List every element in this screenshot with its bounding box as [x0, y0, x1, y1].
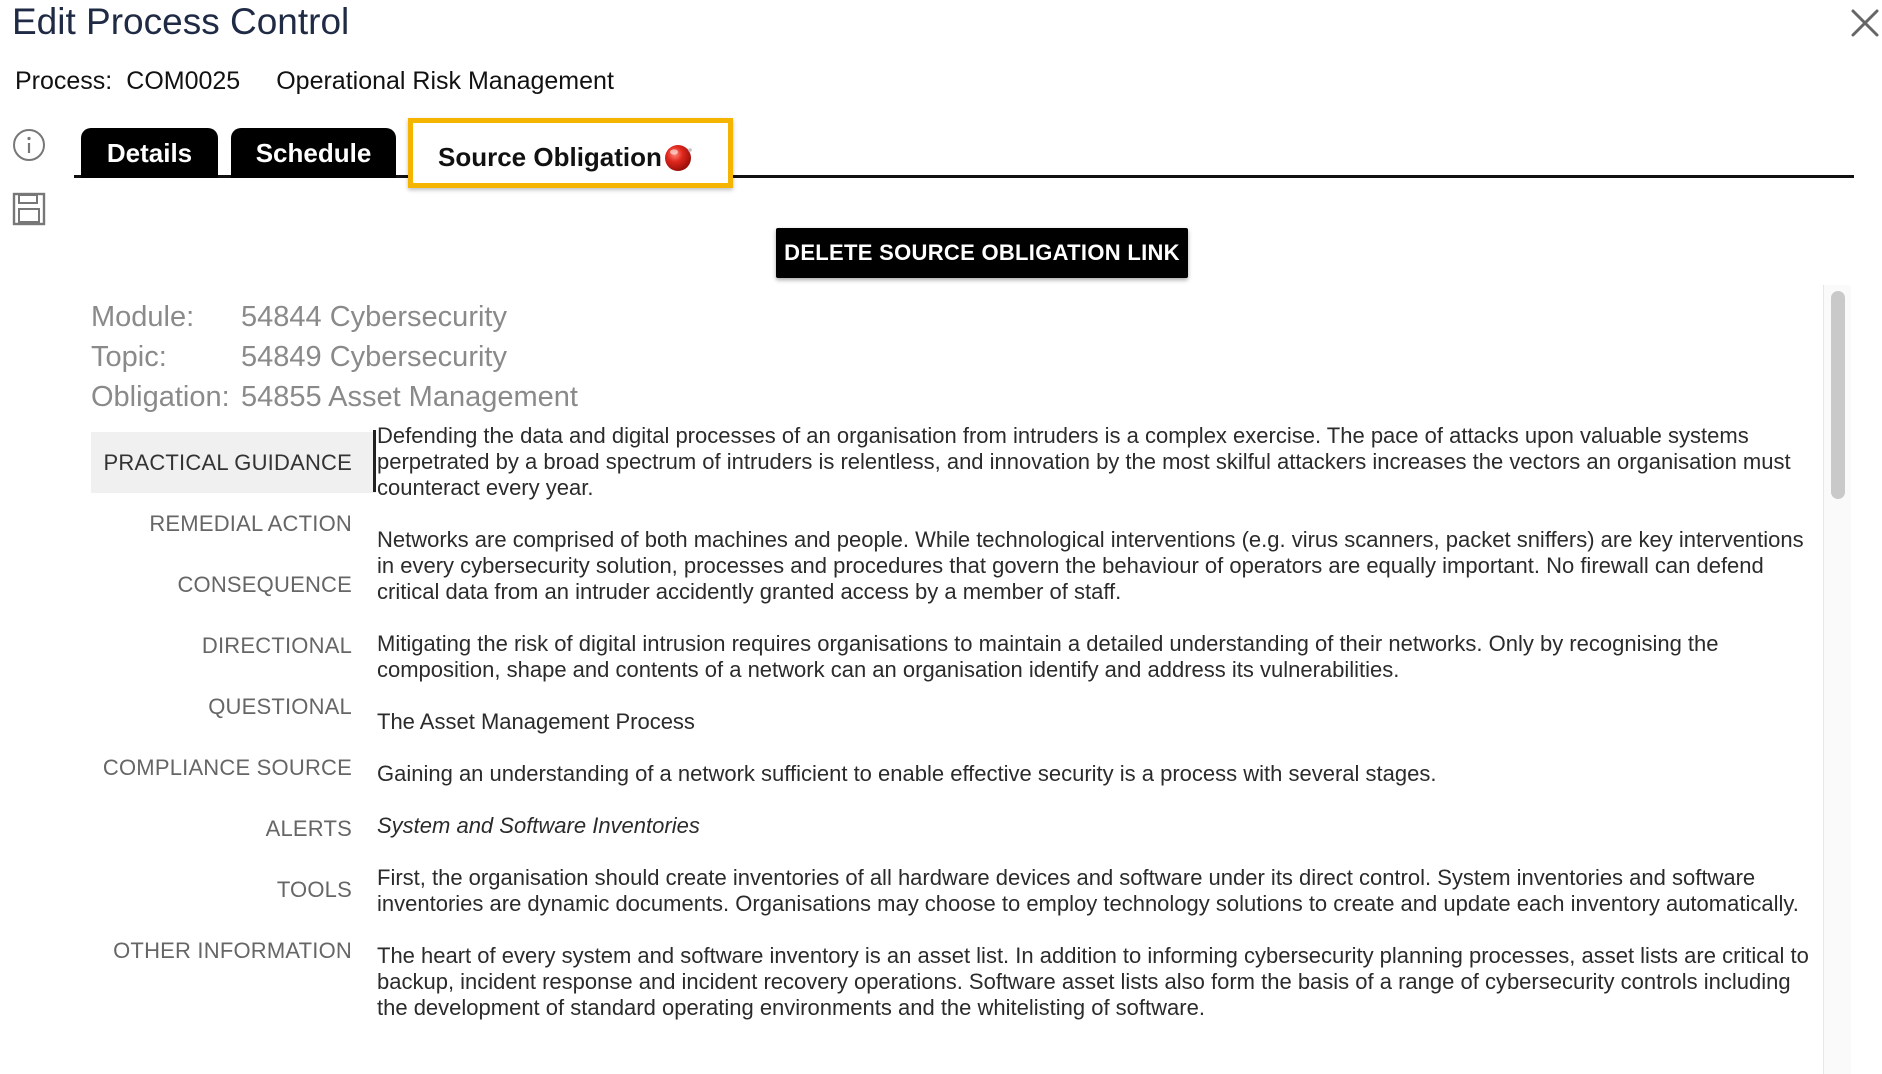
nav-item-directional[interactable]: DIRECTIONAL — [201, 633, 352, 658]
process-label: Process: — [15, 67, 113, 95]
content-paragraph: Networks are comprised of both machines and people. While technological interventions (e.g. virus scanners, packet sniffers) are key interventions in every cybersecurity solution, processes and procedures that govern the behaviour of operators are equally important. No firewall can defend critical data from an intruder accidently granted access by a member of staff. — [377, 527, 1804, 604]
content-scrollbar[interactable] — [1823, 285, 1851, 1074]
tab-source-obligation[interactable] — [408, 118, 733, 188]
dialog-title: Edit Process Control — [12, 1, 350, 42]
obligation-meta — [91, 297, 578, 417]
save-icon[interactable] — [12, 192, 46, 226]
content-paragraph: Defending the data and digital processes of an organisation from intruders is a complex exercise. The pace of attacks upon valuable systems perpetrated by a broad spectrum of intruders is relentless, and innovation by the most skilful attackers increases the vectors an organisation must counteract every year. — [377, 423, 1791, 500]
section-nav — [91, 432, 376, 981]
close-icon[interactable] — [1848, 6, 1882, 40]
module-label: Module: — [91, 301, 195, 333]
content-subheading: System and Software Inventories — [377, 813, 700, 838]
topic-row — [91, 337, 578, 377]
process-code: COM0025 — [126, 67, 241, 95]
delete-source-obligation-link-button[interactable]: DELETE SOURCE OBLIGATION LINK — [776, 228, 1188, 278]
nav-item-consequence[interactable]: CONSEQUENCE — [177, 572, 352, 597]
topic-label: Topic: — [91, 341, 167, 373]
nav-item-tools[interactable]: TOOLS — [276, 877, 352, 902]
alert-dot-icon — [663, 141, 695, 173]
nav-active-indicator — [373, 430, 376, 492]
tab-schedule[interactable] — [231, 128, 396, 178]
module-value: 54844 Cybersecurity — [241, 301, 507, 333]
tab-schedule-label: Schedule — [255, 137, 372, 168]
tab-details[interactable] — [81, 128, 218, 178]
obligation-value: 54855 Asset Management — [241, 381, 578, 413]
topic-value: 54849 Cybersecurity — [241, 341, 507, 373]
module-row — [91, 297, 578, 337]
guidance-content — [377, 423, 1812, 1074]
obligation-row — [91, 377, 578, 417]
nav-item-practical-guidance[interactable]: PRACTICAL GUIDANCE — [91, 432, 376, 493]
content-paragraph: Gaining an understanding of a network sufficient to enable effective security is a process with several stages. — [377, 761, 1437, 786]
info-icon[interactable] — [12, 128, 46, 162]
content-paragraph: Mitigating the risk of digital intrusion requires organisations to maintain a detailed understanding of their networks. Only by recognising the composition, shape and contents of a network can an organisation identify and address its vulnerabilities. — [377, 631, 1719, 682]
content-paragraph: First, the organisation should create inventories of all hardware devices and software under its direct control. System inventories and software inventories are dynamic documents. Organisations may choose to employ technology solutions to create and update each inventory automatically. — [377, 865, 1799, 916]
nav-item-other-information[interactable]: OTHER INFORMATION — [113, 938, 352, 963]
content-paragraph: The heart of every system and software inventory is an asset list. In addition to informing cybersecurity planning processes, asset lists are critical to backup, incident response and incident recovery operations. Software asset lists also form the basis of a range of cybersecurity controls including the development of standard operating environments and the whitelisting of software. — [377, 943, 1809, 1020]
scrollbar-thumb[interactable] — [1831, 291, 1845, 499]
nav-item-alerts[interactable]: ALERTS — [265, 816, 352, 841]
tab-source-obligation-label: Source Obligation — [438, 142, 662, 172]
nav-item-questional[interactable]: QUESTIONAL — [208, 694, 352, 719]
nav-item-compliance-source[interactable]: COMPLIANCE SOURCE — [102, 755, 352, 780]
content-heading: The Asset Management Process — [377, 709, 695, 734]
nav-item-remedial-action[interactable]: REMEDIAL ACTION — [149, 511, 352, 536]
tab-details-label: Details — [106, 137, 193, 168]
process-name: Operational Risk Management — [276, 67, 614, 95]
process-info — [15, 66, 614, 96]
obligation-label: Obligation: — [91, 381, 230, 413]
